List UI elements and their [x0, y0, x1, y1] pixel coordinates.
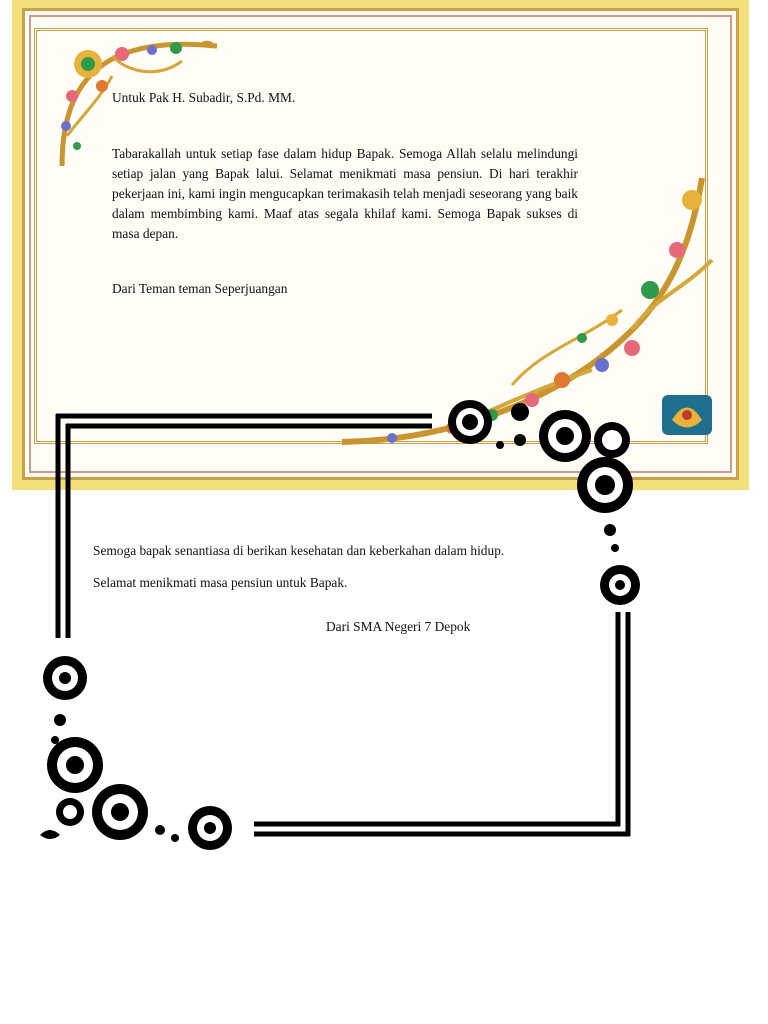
school-signature-text: Dari SMA Negeri 7 Depok	[326, 619, 471, 634]
rose-cluster-bottom-left-icon	[40, 656, 232, 850]
salutation-text: Untuk Pak H. Subadir, S.Pd. MM.	[112, 90, 296, 105]
message-paragraph: Tabarakallah untuk setiap fase dalam hidup Bapak. Semoga Allah selalu melindungi setiap jalan yang Bapak lalui. Selamat menikmati masa pensiun. Di hari terakhir pekerjaan ini, kami ingin mengucapkan terimakasih telah menjadi seseorang yang baik dalam membimbing kami. Maaf atas segala khilaf kami. Semoga Bapak sukses di masa depan.	[112, 146, 578, 241]
rose-cluster-top-right-icon	[448, 400, 640, 605]
signature-text: Dari Teman teman Seperjuangan	[112, 281, 288, 296]
wish-line-health: Semoga bapak senantiasa di berikan kesehatan dan keberkahan dalam hidup.	[93, 543, 505, 558]
wish-line-retirement: Selamat menikmati masa pensiun untuk Bapak.	[93, 575, 348, 590]
